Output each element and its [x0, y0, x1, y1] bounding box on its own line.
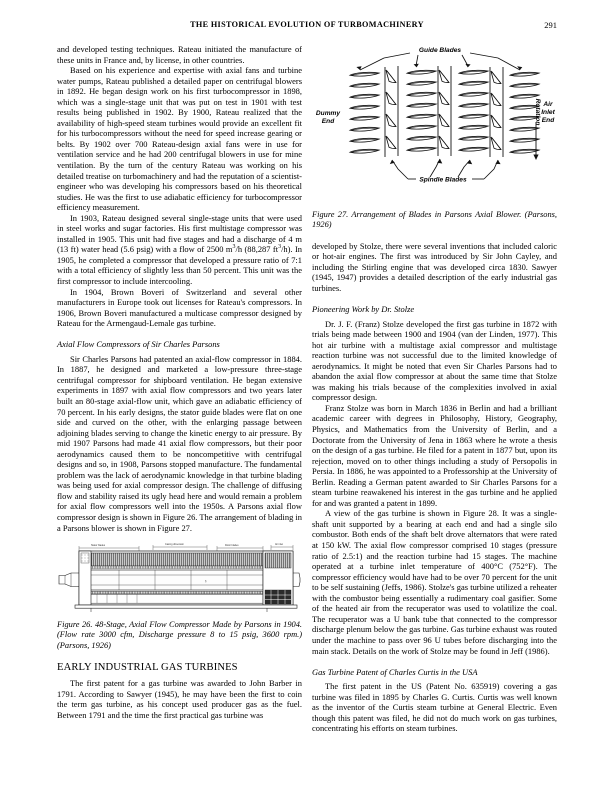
subheading-axial-flow-parsons: Axial Flow Compressors of Sir Charles Parsons: [57, 339, 220, 350]
subheading-curtis-patent: Gas Turbine Patent of Charles Curtis in the USA: [312, 666, 478, 677]
figure-26-axial-flow-compressor: [57, 542, 302, 614]
superscript-cubic-2: 3: [278, 244, 282, 251]
running-head-title: THE HISTORICAL EVOLUTION OF TURBOMACHINERY: [190, 20, 424, 29]
svg-text:§: §: [205, 579, 207, 584]
paragraph-brown-boveri: In 1904, Brown Boveri of Switzerland and several other manufacturers in Europe took out licenses for Rateau's compressors. In 1906, Brown Boveri manufactured a multicase compressor designed by Rateau for the Armengaud-Lemale gas turbine.: [57, 286, 302, 329]
running-head: [57, 20, 557, 34]
svg-text:Air inlet: Air inlet: [275, 543, 283, 547]
figure-27-label-dummy-end-line1: Dummy: [315, 110, 341, 117]
subheading-pioneering-work-stolze: Pioneering Work by Dr. Stolze: [312, 304, 415, 315]
svg-text:Rotor blades: Rotor blades: [225, 544, 239, 548]
page-number: 291: [544, 20, 557, 30]
paragraph-stolze-first-gas-turbine: Dr. J. F. (Franz) Stolze developed the first gas turbine in 1872 with trials being made between 1900 and 1904 (van der Linden, 1977). This hot air turbine with a multistage axial compressor and multistage reaction turbine was not successful due to the limited knowledge of aerodynamics. It might be noted that even Sir Charles Parsons had to abandon the axial flow compressor at about the same time that Stolze was making his trials because of the complexities involved in axial compressor design.: [312, 318, 557, 403]
paragraph-rateau-1903-part3: /h). In 1905, he completed a compressor that developed a pressure ratio of 7:1 with a total efficiency of slightly less than 50 percent. This unit was the first compressor to include intercooling.: [57, 244, 302, 287]
paragraph-stolze-intro: developed by Stolze, there were several inventions that included caloric or hot-air engines. The first was introduced by Sir John Cayley, and including the Stirling engine that was developed circa 1830. Sawyer (1945, 1947) provides a detailed description of the early industrial gas turbines.: [312, 240, 557, 293]
figure-27-label-guide-blades: Guide Blades: [418, 47, 462, 54]
left-column: [57, 44, 302, 720]
section-heading-early-industrial-gas-turbines: EARLY INDUSTRIAL GAS TURBINES: [57, 662, 238, 674]
right-column: [312, 44, 557, 734]
paragraph-stolze-figure-28: A view of the gas turbine is shown in Figure 28. It was a single-shaft unit supported by a bearing at each end and had a single silo combustor. Both ends of the shaft belt drove alternators that were rated at 150 kW. The axial flow compressor comprised 10 stages (pressure ratio of 2.5:1) and the reaction turbine had 15 stages. The machine operated at a turbine inlet temperature of 400°C (752°F). The compressor efficiency would have had to be over 70 percent for the unit to be self sustaining (Jeffs, 1986). Stolze's gas turbine utilized a reheater with the combustor being essentially a rudimentary coal gasifier. Some of the heated air from the recuperator was used to volatilize the coal. The recuperator was a U bank tube that connected to the compressor discharge plenum below the gas turbine. Gas turbine exhaust was routed under the machine to pass over 96 U tubes before discharging into the main stack. Details on the work of Stolze may be found in Jeff (1986).: [312, 508, 557, 656]
paragraph-curtis: The first patent in the US (Patent No. 635919) covering a gas turbine was filed in 1895 by Charles G. Curtis. Curtis was well known as the inventor of the Curtis steam turbine at General Electric. Even though this patent was filed, he did not do much work on gas turbines, concentrating his efforts on steam turbines.: [312, 681, 557, 734]
paragraph-rateau-1903-part1: In 1903, Rateau designed several single-stage units that were used in steel works and sugar factories. His first multistage compressor was installed in 1905. This unit had five stages and had a discharge of 4 m (13 ft) water head (5.6 psig) with a flow of 2500 m: [57, 212, 302, 255]
paragraph-stolze-biography: Franz Stolze was born in March 1836 in Berlin and had a brilliant academic career with degrees in Philosophy, History, Geography, Physics, and Mathematics from the University of Berlin, and a Doctorate from the University of Jena in 1863 where he wrote a thesis on the design of a gas turbine. He filed for a patent in 1877 but, upon its rejection, moved on to other things including a study of Persopolis in Persia. In 1886, he was appointed to a Professorship at the University of Berlin. Reading a German patent awarded to Sir Charles Parsons for a steam turbine reawakened his interest in the gas turbine and he applied for and was granted a patent in 1899.: [312, 402, 557, 508]
figure-26-caption: Figure 26. 48-Stage, Axial Flow Compressor Made by Parsons in 1904. (Flow rate 3000 cfm, Discharge pressure 8 to 15 psig, 3600 rpm.) (Parsons, 1926): [57, 620, 302, 650]
figure-27-label-air-inlet-line1: Air: [543, 101, 553, 108]
figure-27-label-rotation: Rotation: [534, 98, 541, 126]
figure-27-label-air-inlet-line3: End: [541, 117, 555, 124]
figure-27-caption: Figure 27. Arrangement of Blades in Parsons Axial Blower. (Parsons, 1926): [312, 210, 557, 230]
paragraph-rateau-1903-part2: /h (88,287 ft: [235, 244, 279, 255]
paragraph-john-barber: The first patent for a gas turbine was awarded to John Barber in 1791. According to Sawyer (1945), he may have been the first to coin the term gas turbine, as his concept used producer gas as the fuel. Between 1791 and the time the first practical gas turbine was: [57, 678, 302, 720]
paragraph-parsons: Sir Charles Parsons had patented an axial-flow compressor in 1884. In 1887, he designed and marketed a low-pressure three-stage centrifugal compressor for shipboard ventilation. He began extensive experiments in 1897 with axial flow compressors and two years later built an 80-stage axial-flow unit, which gave an adiabatic efficiency of 70 percent. In his early designs, the stator guide blades were flat on one side and curved on the other, with the enlarging passage between adjoining blades serving to change the kinetic energy to air pressure. By mid 1907 Parsons had made 41 axial flow compressors, but their poor aerodynamics caused them to be noncompetitive with centrifugal designs and so, in 1908, Parsons stopped manufacture. The fundamental problem was the lack of aerodynamic knowledge in that turbine blading was being used for axial compressor design. The challenge of diffusing flow and stability raised its ugly head here and would remain a problem for axial flow compressors well into the 1950s. A Parsons axial flow compressor design is shown in Figure 26. The arrangement of blading in a Parsons blower is shown in Figure 27.: [57, 353, 302, 533]
figure-27-blade-arrangement: [312, 44, 557, 204]
figure-27-label-dummy-end-line2: End: [321, 118, 335, 125]
paragraph-rateau-testing: and developed testing techniques. Rateau initiated the manufacture of these units in France and, by license, in other countries.: [57, 44, 302, 65]
svg-text:Stator blades: Stator blades: [91, 544, 106, 548]
figure-27-label-air-inlet-line2: Inlet: [541, 109, 555, 116]
paragraph-rateau-1903: [57, 213, 302, 287]
superscript-cubic-1: 3: [232, 244, 236, 251]
figure-27-label-spindle-blades: Spindle Blades: [419, 176, 467, 184]
svg-text:Casing dimension: Casing dimension: [165, 543, 185, 547]
paragraph-rateau-experience: Based on his experience and expertise with axial fans and turbine water pumps, Rateau published a detailed paper on centrifugal blowers in 1892. He began design work on his first turbocompressor in 1898, which was a single-stage unit that was put on test in 1901 with test results being published in 1902. By 1900, Rateau realized that the availability of high-speed steam turbines would provide an excellent fit for his turbocompressors without the need for speed increase gearing or belts. By 1902 over 700 Rateau-design axial fans were in use for ventilation service and he had 200 centrifugal blowers in use for mine ventilation. By the turn of the century Rateau was working on his detailed treatise on turbomachinery and had the reputation of a scientist-engineer who was developing his compressors based on his theoretical studies. He was the first to use adiabatic efficiency for turbocompressor efficiency measurement.: [57, 65, 302, 213]
